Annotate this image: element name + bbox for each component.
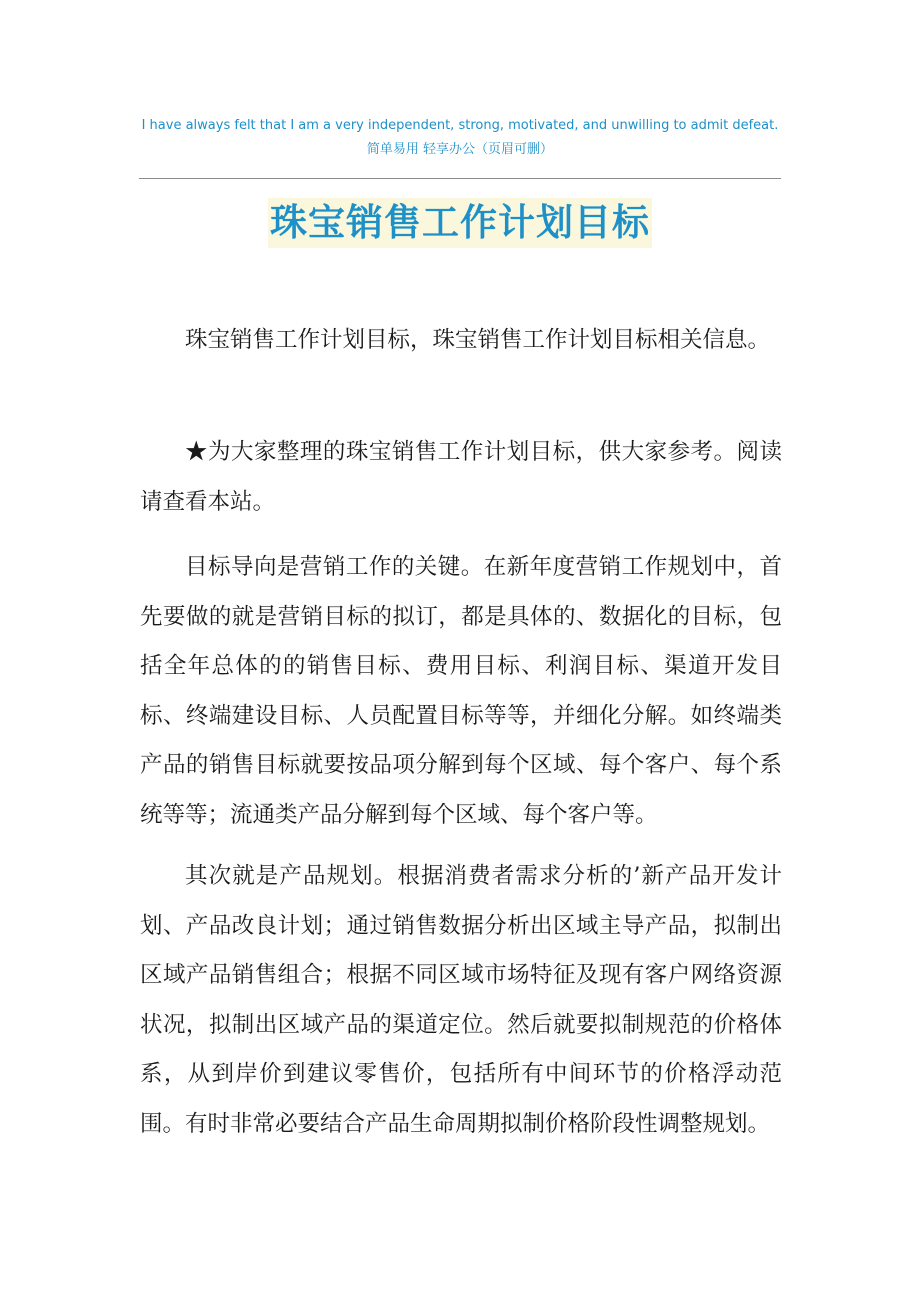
title-container	[0, 198, 920, 248]
paragraph-product-planning: 其次就是产品规划。根据消费者需求分析的’新产品开发计划、产品改良计划；通过销售数据分析出区域主导产品，拟制出区域产品销售组合；根据不同区域市场特征及现有客户网络资源状况，拟制出区域产品的渠道定位。然后就要拟制规范的价格体系，从到岸价到建议零售价，包括所有中间环节的价格浮动范围。有时非常必要结合产品生命周期拟制价格阶段性调整规划。	[140, 863, 782, 1137]
paragraph-targets: 目标导向是营销工作的关键。在新年度营销工作规划中，首先要做的就是营销目标的拟订，都是具体的、数据化的目标，包括全年总体的的销售目标、费用目标、利润目标、渠道开发目标、终端建设目标、人员配置目标等等，并细化分解。如终端类产品的销售目标就要按品项分解到每个区域、每个客户、每个系统等等；流通类产品分解到每个区域、每个客户等。	[140, 554, 782, 828]
paragraph-intro: 珠宝销售工作计划目标，珠宝销售工作计划目标相关信息。	[185, 327, 771, 353]
page-header: I have always felt that I am a very independent, strong, motivated, and unwilling to admit defeat.简单易用 轻享办公（页眉可删）	[141, 118, 779, 157]
paragraph-note: ★为大家整理的珠宝销售工作计划目标，供大家参考。阅读请查看本站。	[140, 439, 782, 515]
header-divider	[139, 178, 781, 179]
document-title: 珠宝销售工作计划目标	[268, 198, 652, 248]
